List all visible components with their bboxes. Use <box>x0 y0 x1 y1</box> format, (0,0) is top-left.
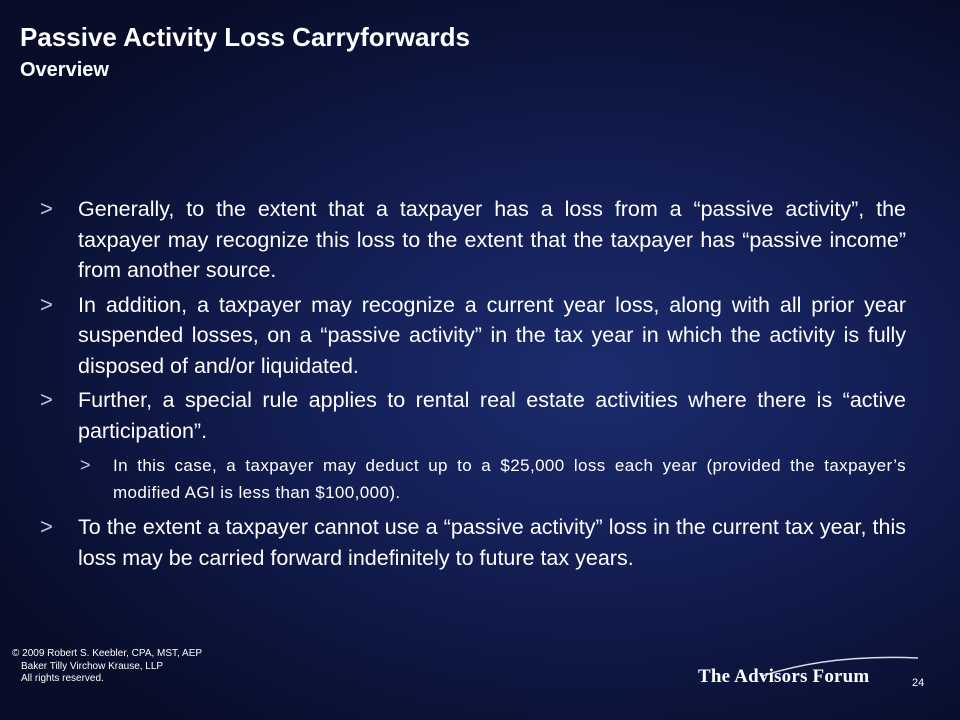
company-logo: The Advisors Forum <box>698 666 870 687</box>
copyright-line: © 2009 Robert S. Keebler, CPA, MST, AEP <box>12 648 203 659</box>
copyright-line: Baker Tilly Virchow Krause, LLP <box>21 660 164 672</box>
bullet-text: Further, a special rule applies to rental real estate activities where there is “active participation”. <box>78 388 906 443</box>
bullet-text: Generally, to the extent that a taxpayer has a loss from a “passive activity”, the taxpayer may recognize this loss to the extent that the taxpayer has “passive income” from another source. <box>78 197 906 282</box>
bullet-arrow-icon: > <box>40 196 53 221</box>
page-number: 24 <box>912 677 925 689</box>
bullet-item <box>40 194 906 286</box>
bullet-list <box>40 194 906 577</box>
slide-title: Passive Activity Loss Carryforwards <box>20 22 470 52</box>
bullet-arrow-icon: > <box>40 291 53 317</box>
copyright-line: All rights reserved. <box>21 673 104 684</box>
bullet-arrow-icon: > <box>80 455 91 475</box>
bullet-arrow-icon: > <box>40 387 53 412</box>
bullet-item <box>40 512 906 573</box>
sub-bullet-item <box>80 452 906 506</box>
slide-subtitle: Overview <box>20 59 109 81</box>
bullet-text: In addition, a taxpayer may recognize a current year loss, along with all prior year suspended losses, on a “passive activity” in the tax year in which the activity is fully disposed of and/or liquidated. <box>78 292 906 378</box>
bullet-text: In this case, a taxpayer may deduct up to a $25,000 loss each year (provided the taxpayer’s modified AGI is less than $100,000). <box>113 456 906 502</box>
copyright-notice <box>12 648 202 686</box>
bullet-text: To the extent a taxpayer cannot use a “passive activity” loss in the current tax year, this loss may be carried forward indefinitely to future tax years. <box>78 515 906 570</box>
bullet-arrow-icon: > <box>40 514 53 539</box>
bullet-item <box>40 290 906 382</box>
bullet-item <box>40 385 906 446</box>
